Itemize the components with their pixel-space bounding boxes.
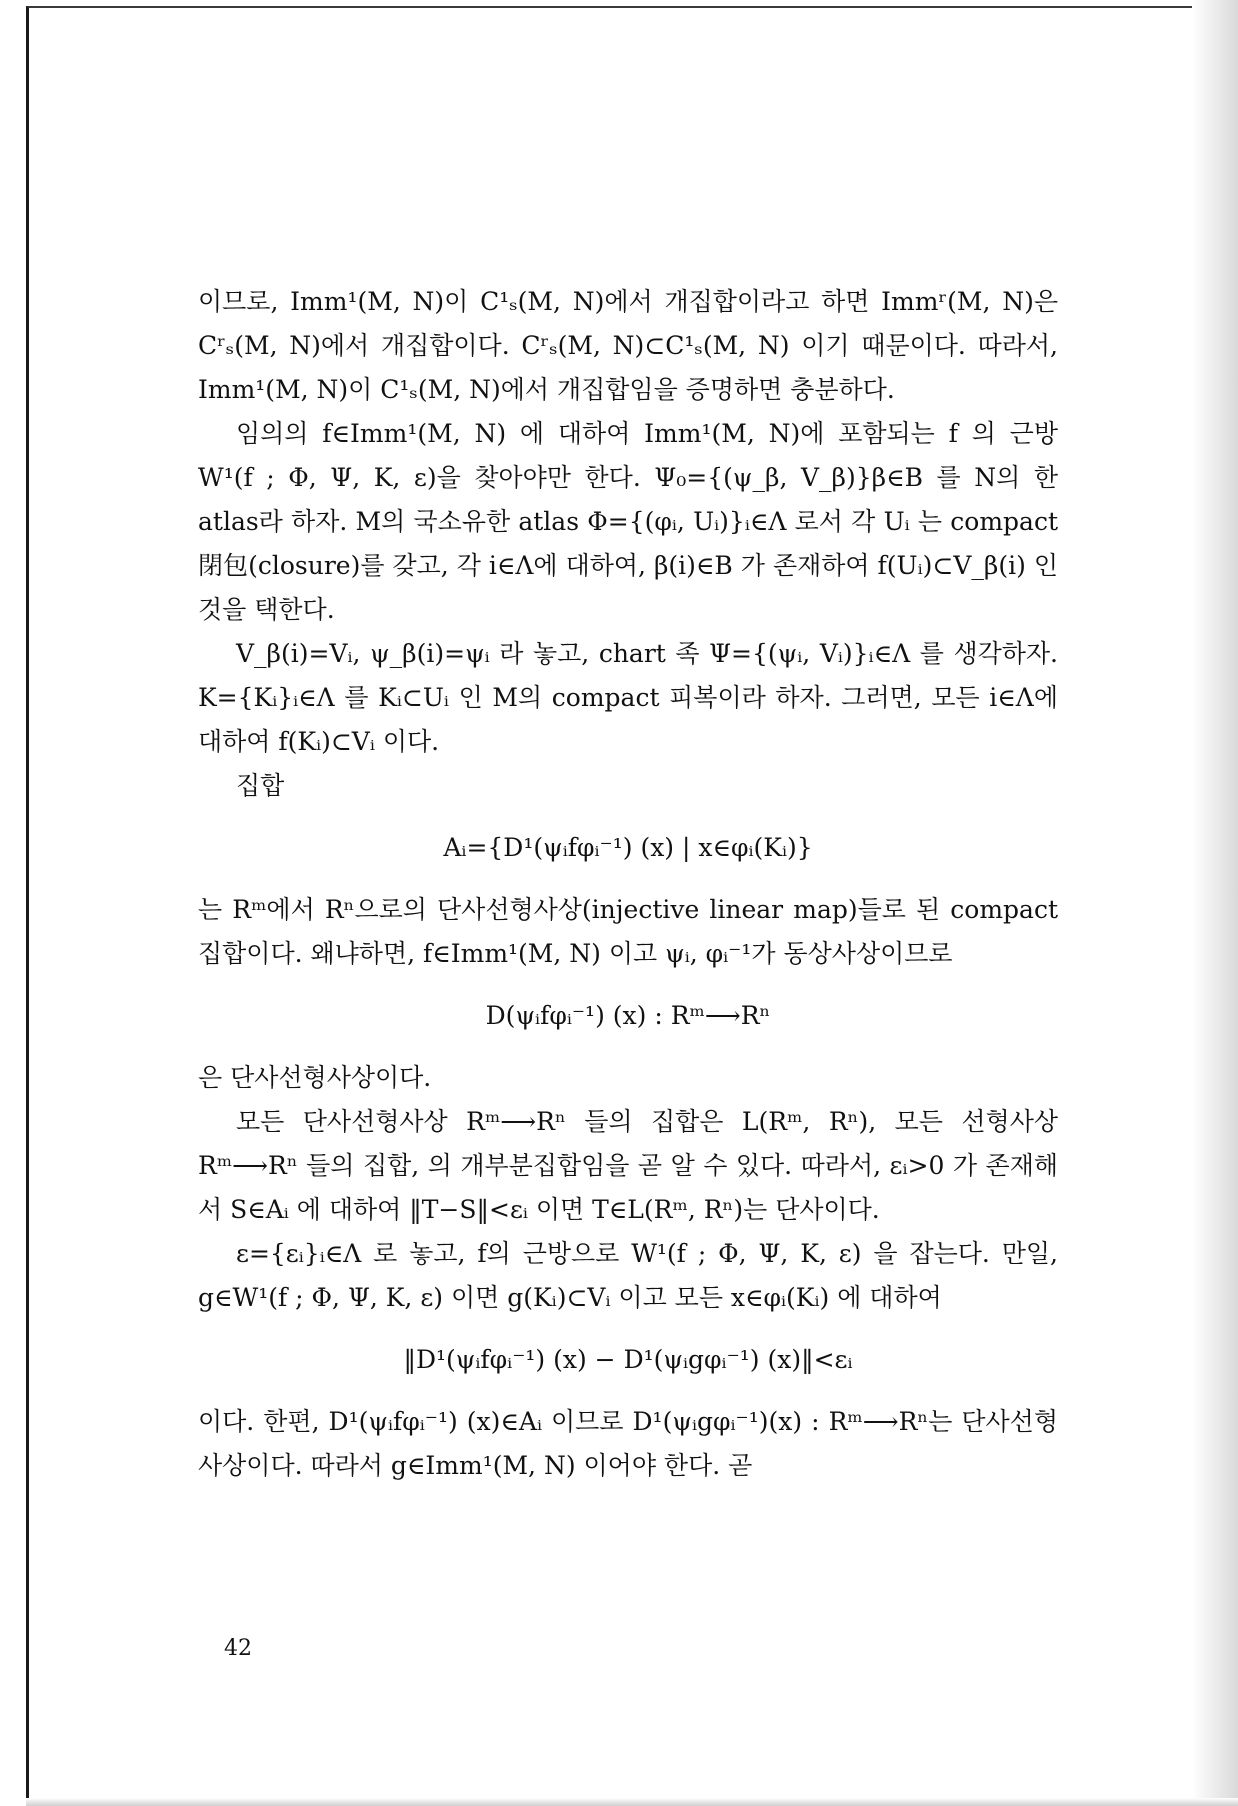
paragraph: 모든 단사선형사상 Rᵐ⟶Rⁿ 들의 집합은 L(Rᵐ, Rⁿ), 모든 선형사상 Rᵐ⟶Rⁿ 들의 집합, 의 개부분집합임을 곧 알 수 있다. 따라서, εᵢ>0 가 존재해서 S∈Aᵢ 에 대하여 ‖T−S‖<εᵢ 이면 T∈L(Rᵐ, Rⁿ)는 단사이다. <box>198 1107 1058 1224</box>
page-bottom-shadow <box>26 1798 1238 1806</box>
display-formula: ‖D¹(ψᵢfφᵢ⁻¹) (x) − D¹(ψᵢgφᵢ⁻¹) (x)‖<εᵢ <box>403 1345 853 1374</box>
paragraph: 은 단사선형사상이다. <box>198 1063 432 1092</box>
page-edge-shadow <box>1192 0 1238 1806</box>
paragraph: 이므로, Imm¹(M, N)이 C¹ₛ(M, N)에서 개집합이라고 하면 Immʳ(M, N)은 Cʳₛ(M, N)에서 개집합이다. Cʳₛ(M, N)⊂C¹ₛ(M, N) 이기 때문이다. 따라서, Imm¹(M, N)이 C¹ₛ(M, N)에서 개집합임을 증명하면 충분하다. <box>198 287 1058 404</box>
paragraph: 이다. 한편, D¹(ψᵢfφᵢ⁻¹) (x)∈Aᵢ 이므로 D¹(ψᵢgφᵢ⁻¹)(x) : Rᵐ⟶Rⁿ는 단사선형사상이다. 따라서 g∈Imm¹(M, N) 이어야 한다. 곧 <box>198 1407 1058 1480</box>
body-text <box>198 280 1058 1488</box>
paragraph: ε={εᵢ}ᵢ∈Λ 로 놓고, f의 근방으로 W¹(f ; Φ, Ψ, K, ε) 을 잡는다. 만일, g∈W¹(f ; Φ, Ψ, K, ε) 이면 g(Kᵢ)⊂Vᵢ 이고 모든 x∈φᵢ(Kᵢ) 에 대하여 <box>198 1239 1058 1312</box>
paragraph: 는 Rᵐ에서 Rⁿ으로의 단사선형사상(injective linear map)들로 된 compact집합이다. 왜냐하면, f∈Imm¹(M, N) 이고 ψᵢ, φᵢ⁻¹가 동상사상이므로 <box>198 895 1058 968</box>
page-number: 42 <box>224 1636 252 1661</box>
paragraph: V_β(i)=Vᵢ, ψ_β(i)=ψᵢ 라 놓고, chart 족 Ψ={(ψᵢ, Vᵢ)}ᵢ∈Λ 를 생각하자. K={Kᵢ}ᵢ∈Λ 를 Kᵢ⊂Uᵢ 인 M의 compact 피복이라 하자. 그러면, 모든 i∈Λ에 대하여 f(Kᵢ)⊂Vᵢ 이다. <box>198 639 1058 756</box>
display-formula: D(ψᵢfφᵢ⁻¹) (x) : Rᵐ⟶Rⁿ <box>485 1001 771 1030</box>
paragraph: 집합 <box>236 771 285 800</box>
paragraph: 임의의 f∈Imm¹(M, N) 에 대하여 Imm¹(M, N)에 포함되는 f 의 근방 W¹(f ; Φ, Ψ, K, ε)을 찾아야만 한다. Ψ₀={(ψ_β, V_β)}β∈B 를 N의 한 atlas라 하자. M의 국소유한 atlas Φ={(φᵢ, Uᵢ)}ᵢ∈Λ 로서 각 Uᵢ 는 compact 閉包(closure)를 갖고, 각 i∈Λ에 대하여, β(i)∈B 가 존재하여 f(Uᵢ)⊂V_β(i) 인 것을 택한다. <box>198 419 1058 624</box>
display-formula: Aᵢ={D¹(ψᵢfφᵢ⁻¹) (x) | x∈φᵢ(Kᵢ)} <box>443 833 813 862</box>
